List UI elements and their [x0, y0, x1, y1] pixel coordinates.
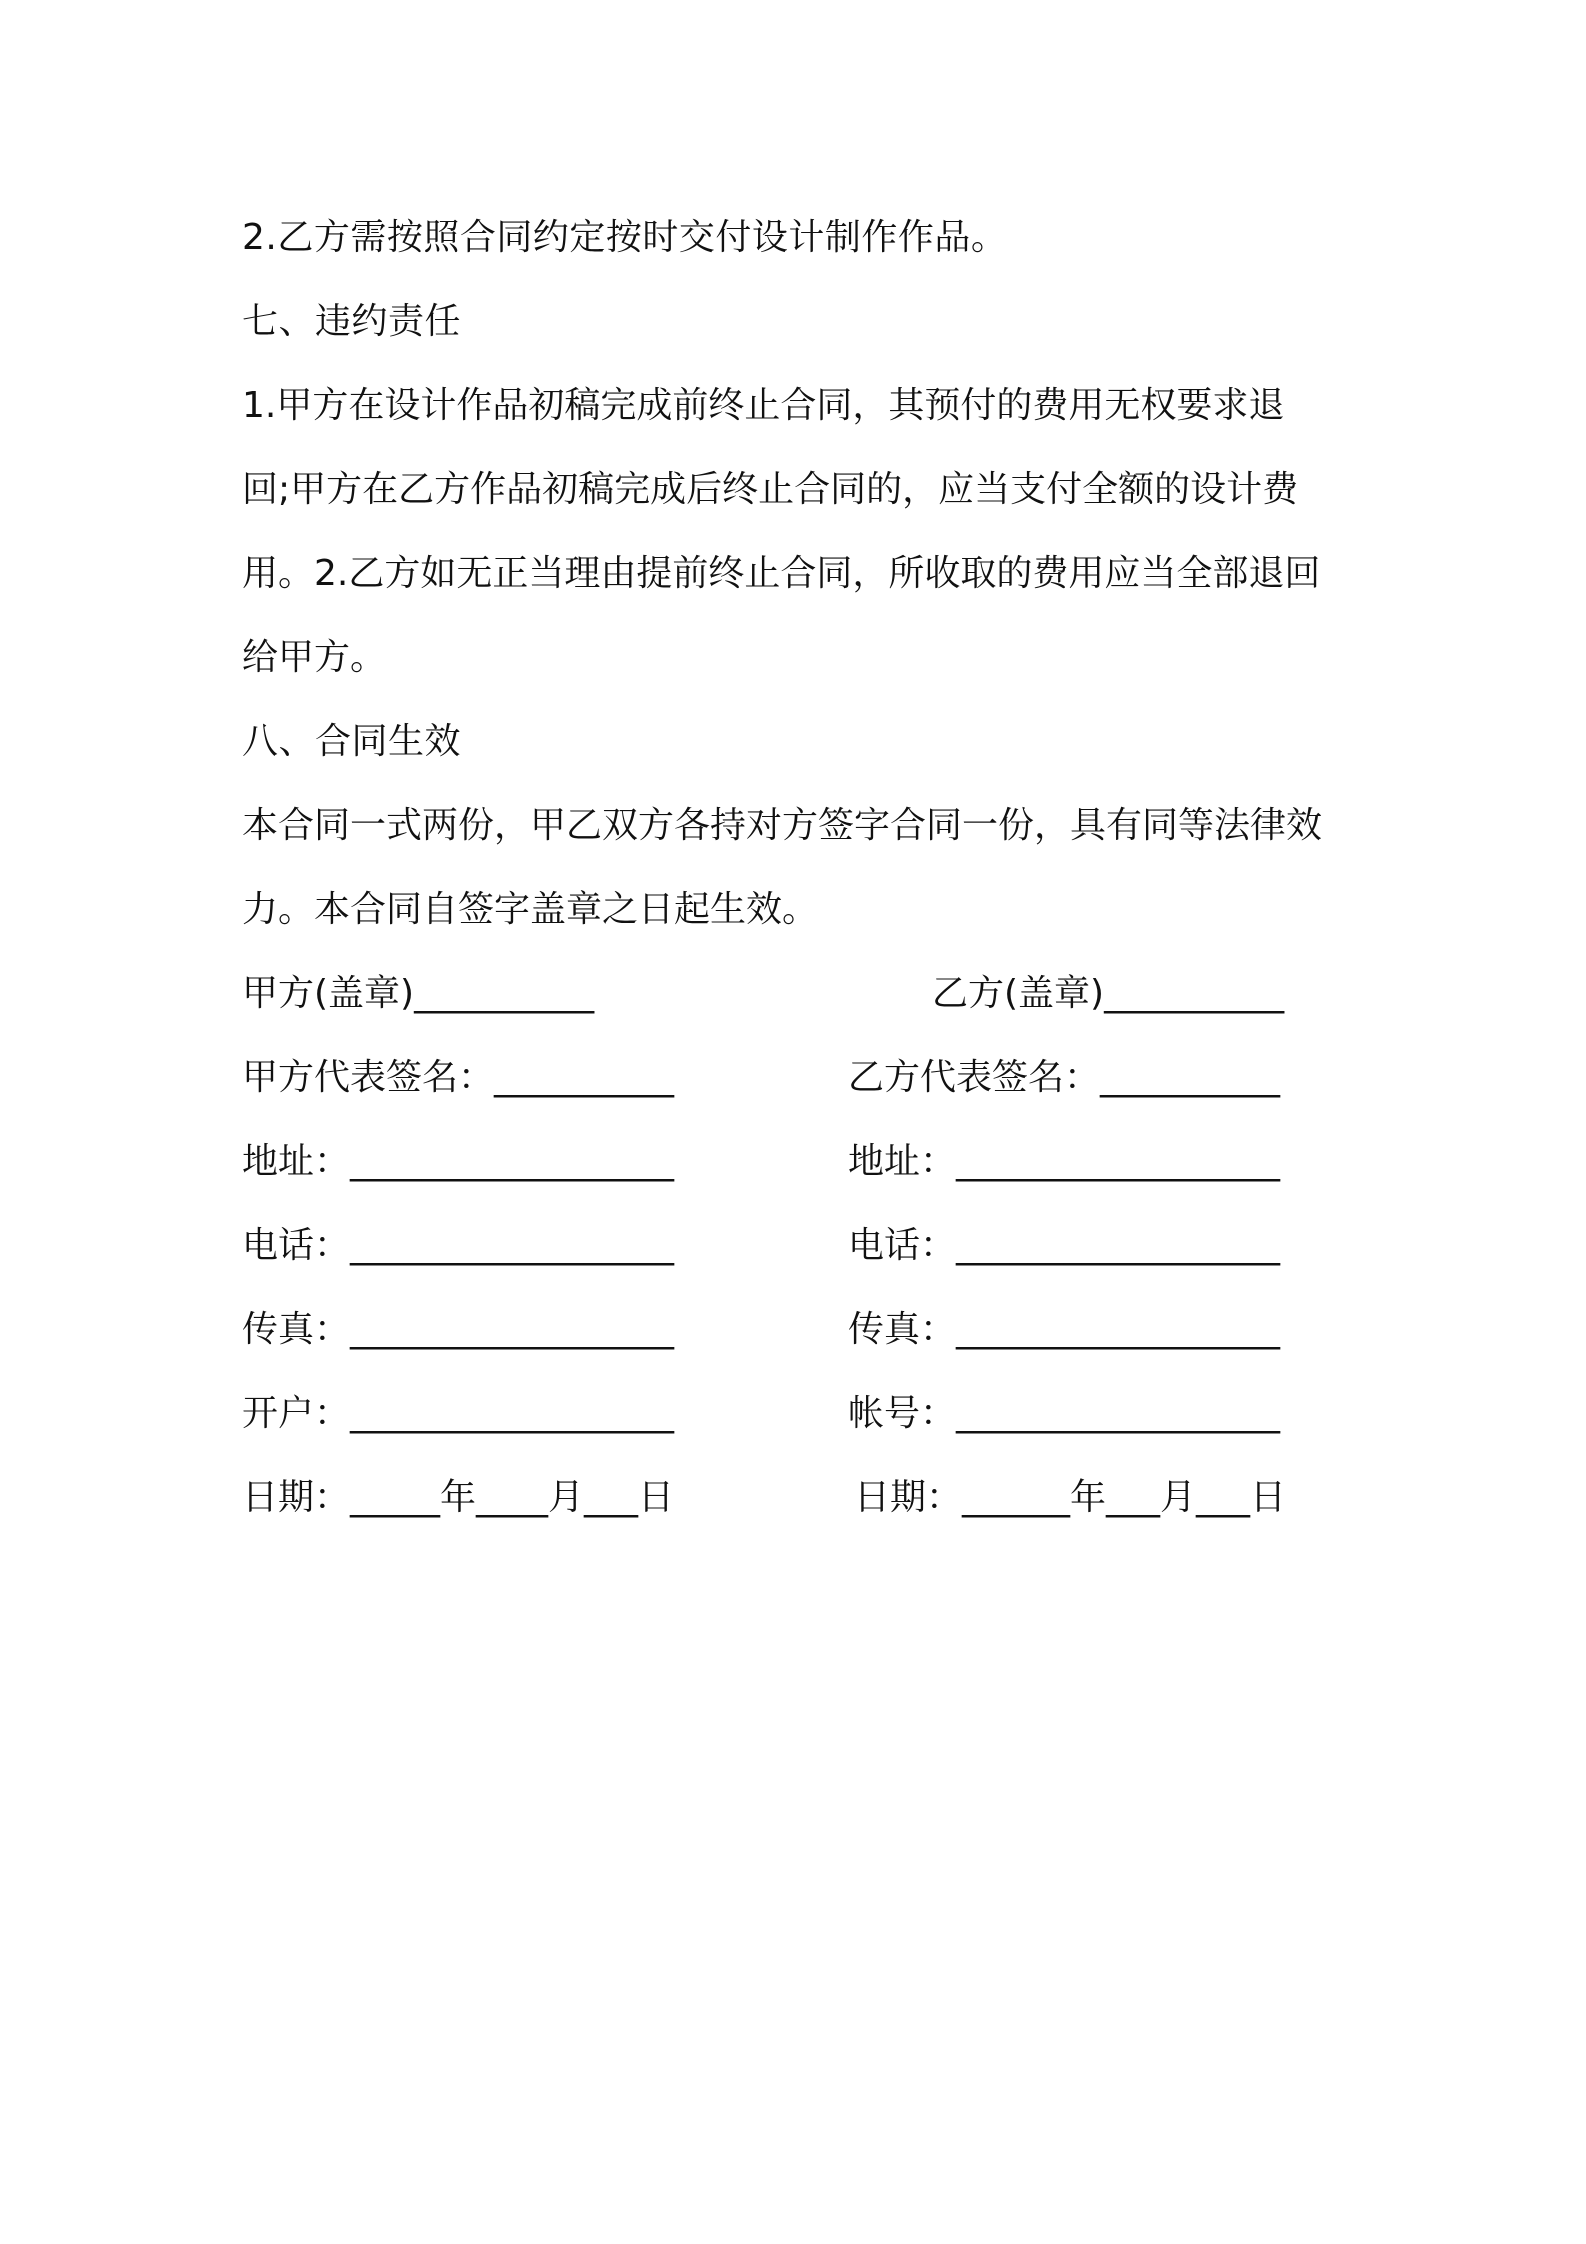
party-b-phone: 电话：__________________ [848, 1225, 1281, 1266]
signature-row-fax [242, 1288, 1352, 1372]
section-7-body [242, 364, 1352, 700]
signature-row-phone [242, 1204, 1352, 1288]
party-a-phone: 电话：__________________ [242, 1225, 675, 1266]
signature-row-date [242, 1456, 1352, 1540]
section-7-line: 回;甲方在乙方作品初稿完成后终止合同的，应当支付全额的设计费 [242, 469, 1299, 510]
section-7-line: 用。2.乙方如无正当理由提前终止合同，所收取的费用应当全部退回 [242, 553, 1321, 594]
section-7-line: 1.甲方在设计作品初稿完成前终止合同，其预付的费用无权要求退 [242, 385, 1285, 426]
signature-row-seal [242, 952, 1352, 1036]
party-b-address: 地址：__________________ [848, 1141, 1281, 1182]
section-8-body [242, 784, 1352, 952]
party-a-fax: 传真：__________________ [242, 1309, 675, 1350]
party-b-representative: 乙方代表签名：__________ [848, 1057, 1281, 1098]
signature-row-bank [242, 1372, 1352, 1456]
party-a-address: 地址：__________________ [242, 1141, 675, 1182]
section-8-line: 本合同一式两份，甲乙双方各持对方签字合同一份，具有同等法律效 [242, 805, 1323, 846]
section-7-line: 给甲方。 [242, 637, 387, 678]
party-b-seal: 乙方(盖章)__________ [932, 973, 1285, 1014]
party-a-date: 日期：_____年____月___日 [242, 1477, 675, 1518]
party-b-date: 日期：______年___月___日 [854, 1477, 1287, 1518]
section-8-heading: 八、合同生效 [242, 721, 462, 762]
signature-row-address [242, 1120, 1352, 1204]
party-b-account: 帐号：__________________ [848, 1393, 1281, 1434]
party-a-representative: 甲方代表签名：__________ [242, 1057, 675, 1098]
document-content [242, 196, 1352, 1540]
party-a-bank: 开户：__________________ [242, 1393, 675, 1434]
party-b-fax: 传真：__________________ [848, 1309, 1281, 1350]
signature-row-representative [242, 1036, 1352, 1120]
section-7-heading: 七、违约责任 [242, 301, 462, 342]
signature-block [242, 952, 1352, 1540]
item-2-delivery: 2.乙方需按照合同约定按时交付设计制作作品。 [242, 217, 1008, 258]
party-a-seal: 甲方(盖章)__________ [242, 973, 595, 1014]
section-8-line: 力。本合同自签字盖章之日起生效。 [242, 889, 819, 930]
